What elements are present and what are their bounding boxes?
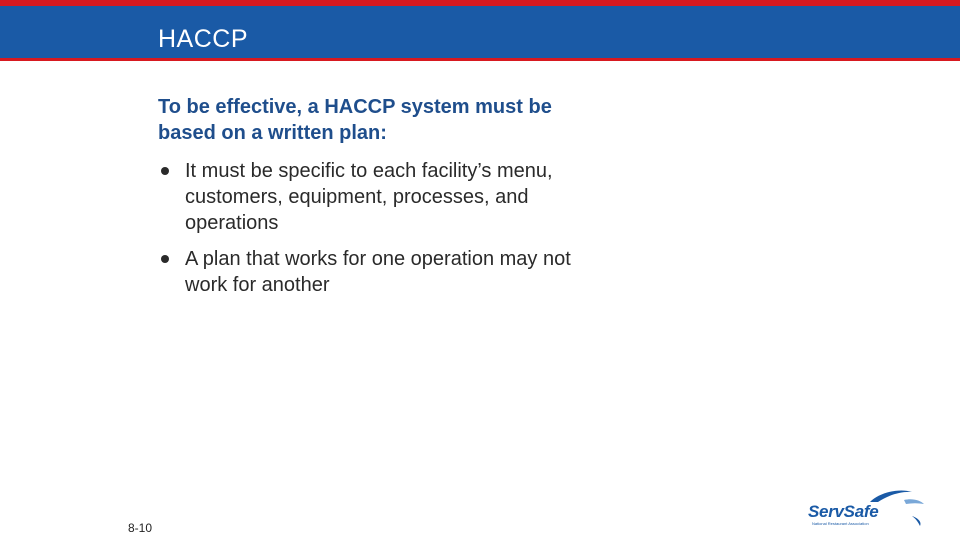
bullet-list — [158, 158, 608, 308]
bullet-item — [158, 158, 608, 236]
lead-paragraph: To be effective, a HACCP system must be based on a written plan: — [158, 96, 552, 144]
servsafe-logo — [808, 488, 928, 530]
slide-number: 8-10 — [128, 521, 153, 535]
bullet-item — [158, 246, 608, 298]
bullet-dot-icon — [161, 167, 169, 175]
bullet-dot-icon — [161, 255, 169, 263]
logo-wordmark: ServSafe — [808, 502, 879, 521]
bullet-text: A plan that works for one operation may not work for another — [185, 248, 571, 296]
title-bar-underline — [0, 58, 960, 61]
bullet-text: It must be specific to each facility’s menu, customers, equipment, processes, and operations — [185, 160, 553, 234]
logo-tagline: National Restaurant Association — [812, 521, 869, 526]
title-bar — [0, 6, 960, 58]
slide-title: HACCP — [158, 25, 249, 53]
